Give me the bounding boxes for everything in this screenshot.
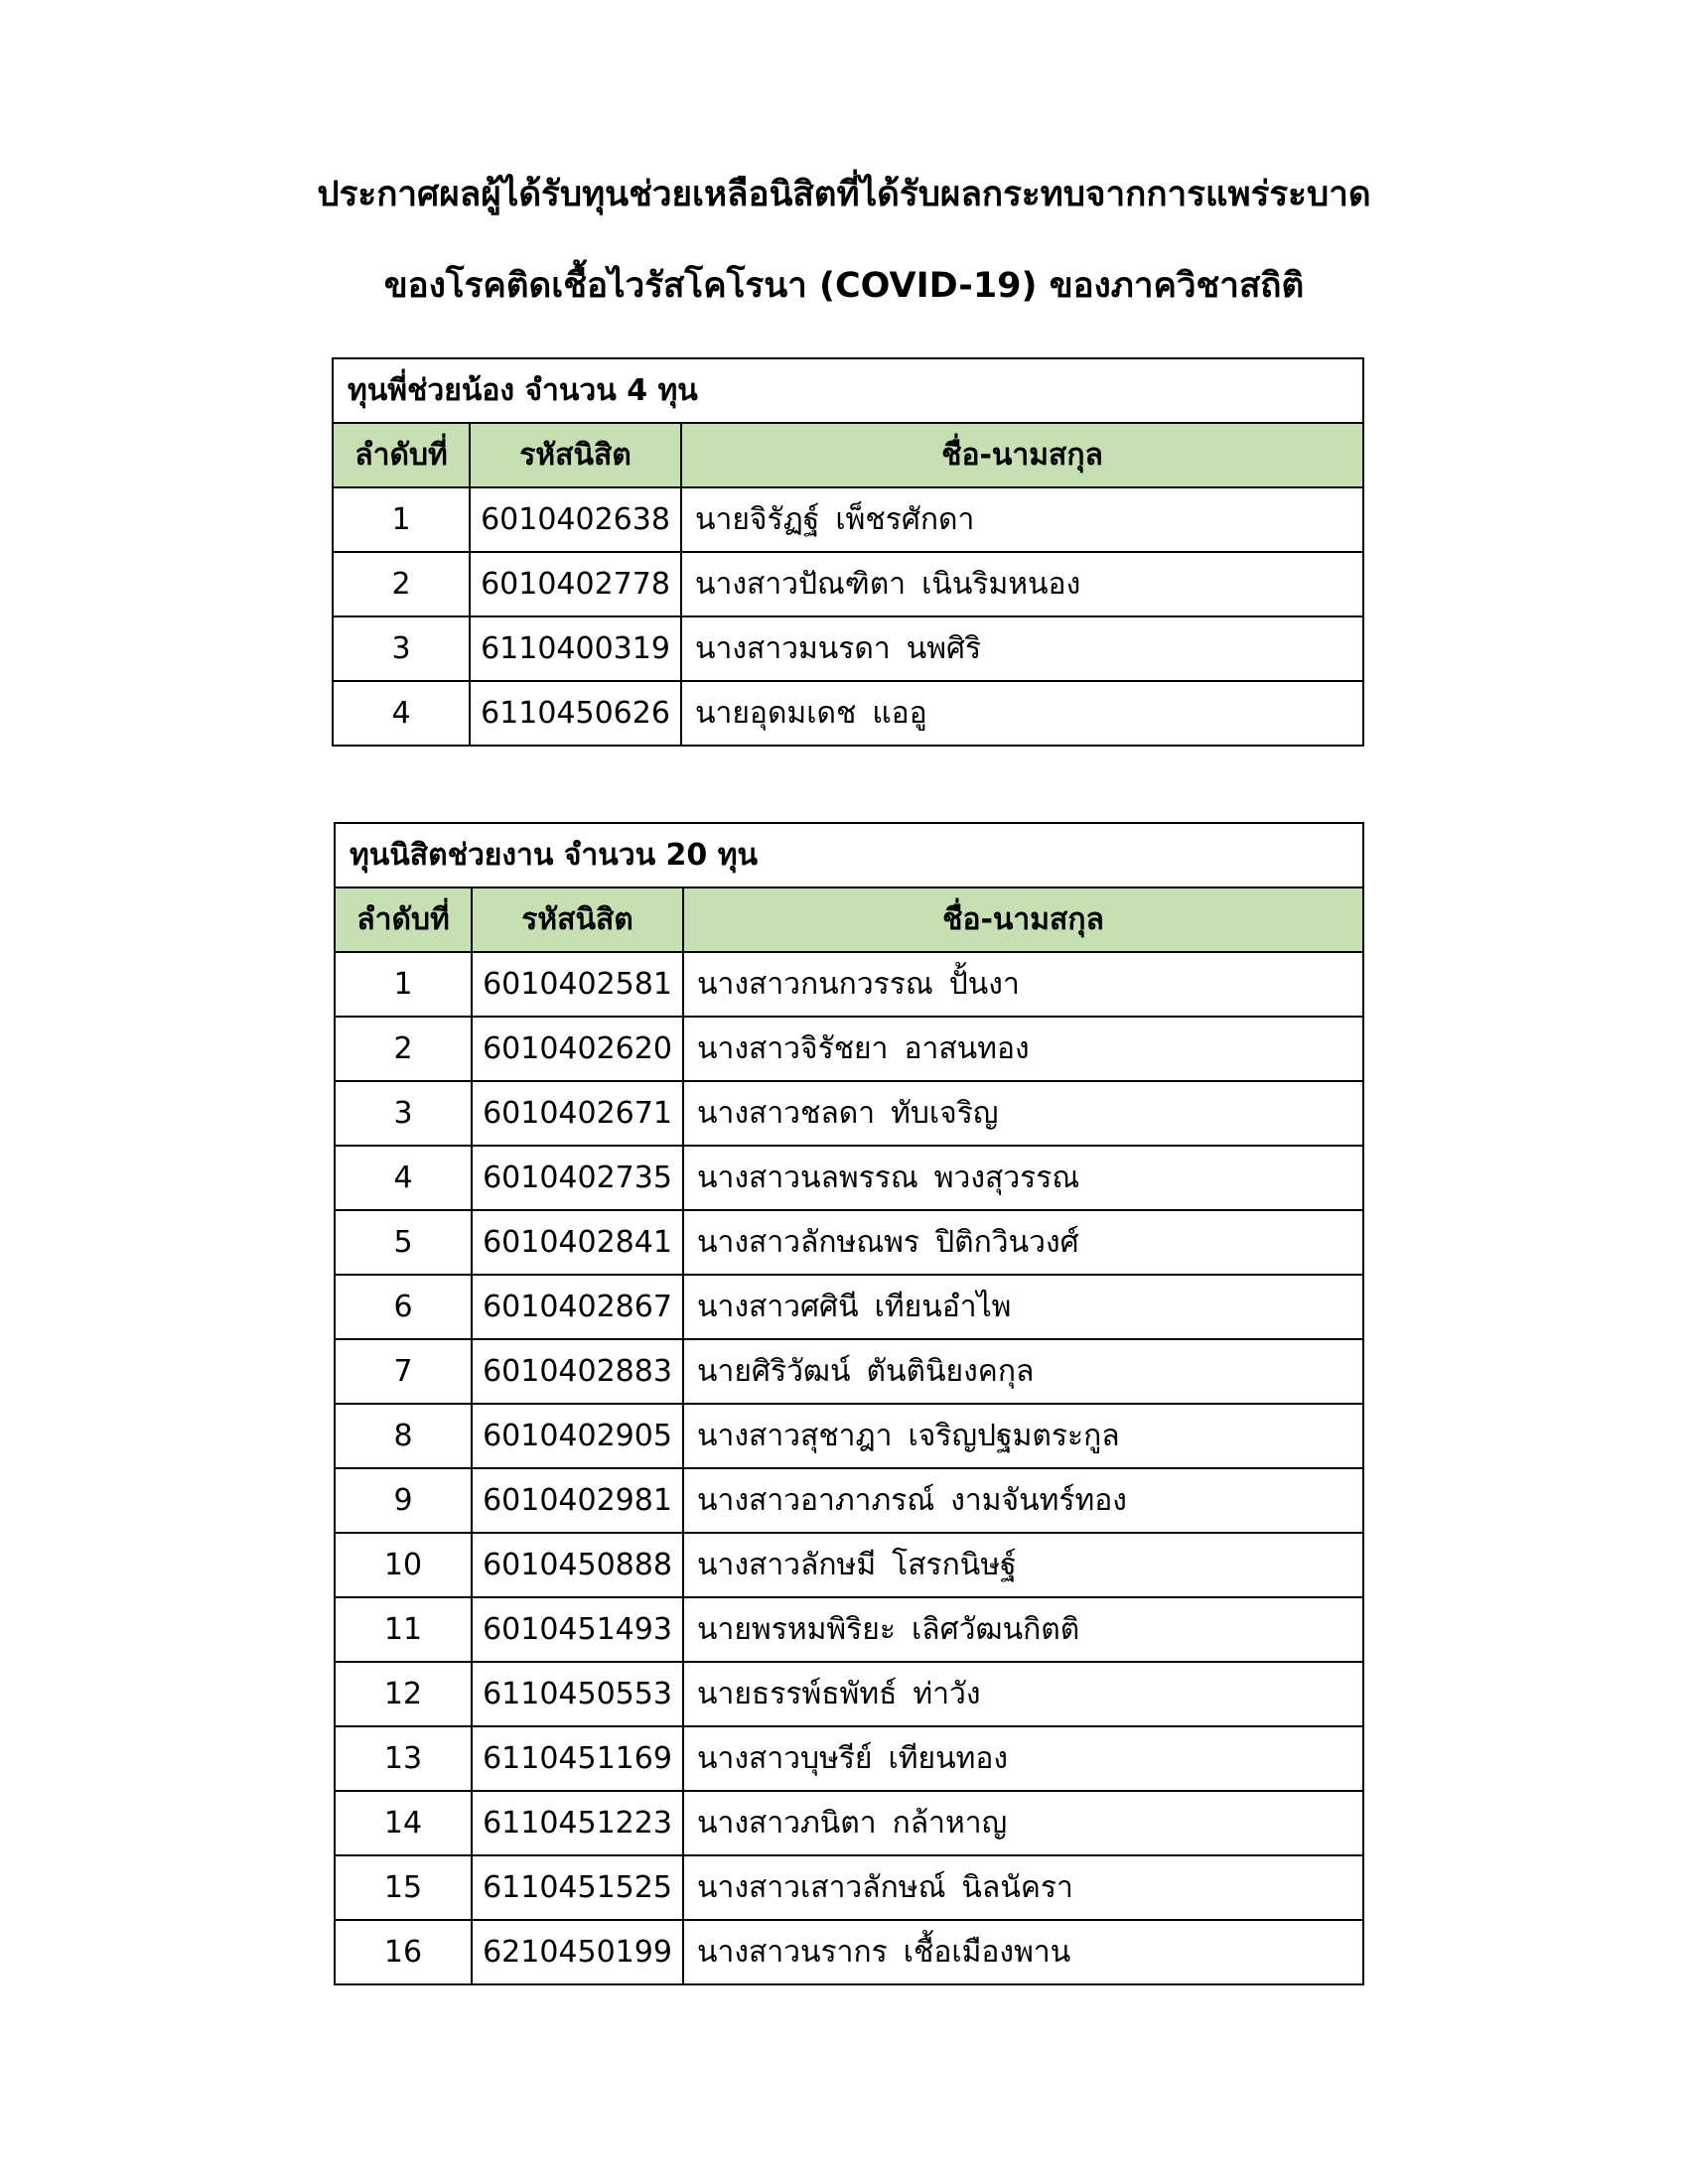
- student-id: 6010402778: [470, 552, 681, 616]
- student-name: [683, 1662, 1363, 1726]
- student-name: [683, 1533, 1363, 1597]
- last-name: ปิติกวินวงศ์: [935, 1225, 1079, 1260]
- first-name: นางสาวลักษณพร: [697, 1225, 920, 1260]
- student-name: [683, 952, 1363, 1017]
- student-id: 6210450199: [472, 1920, 683, 1984]
- table-row: [333, 552, 1363, 616]
- student-id: 6010402981: [472, 1468, 683, 1533]
- last-name: เชื้อเมืองพาน: [903, 1935, 1071, 1970]
- student-id: 6110450626: [470, 681, 681, 746]
- table-row: [335, 1855, 1363, 1920]
- student-name: [683, 1081, 1363, 1146]
- first-name: นายธรรพ์ธพัทธ์: [697, 1677, 898, 1711]
- row-number: 12: [335, 1662, 472, 1726]
- row-number: 1: [333, 487, 470, 552]
- row-number: 15: [335, 1855, 472, 1920]
- row-number: 16: [335, 1920, 472, 1984]
- student-id: 6110400319: [470, 616, 681, 681]
- group-title-row: [335, 823, 1363, 887]
- last-name: ทับเจริญ: [891, 1096, 999, 1131]
- first-name: นางสาวกนกวรรณ: [697, 967, 933, 1002]
- student-name: [683, 1146, 1363, 1210]
- table-row: [335, 1404, 1363, 1468]
- student-name: [683, 1210, 1363, 1275]
- first-name: นายอุดมเดช: [695, 696, 857, 731]
- student-name: [683, 1597, 1363, 1662]
- student-name: [683, 1339, 1363, 1404]
- row-number: 5: [335, 1210, 472, 1275]
- column-header-no: ลำดับที่: [333, 423, 470, 487]
- column-header-no: ลำดับที่: [335, 887, 472, 952]
- table-row: [335, 1210, 1363, 1275]
- row-number: 2: [335, 1017, 472, 1081]
- first-name: นางสาวศศินี: [697, 1290, 859, 1324]
- table-row: [335, 1533, 1363, 1597]
- student-id: 6010451493: [472, 1597, 683, 1662]
- last-name: อาสนทอง: [904, 1031, 1030, 1066]
- student-name: [683, 1855, 1363, 1920]
- student-name: [681, 681, 1363, 746]
- row-number: 3: [333, 616, 470, 681]
- last-name: เพ็ชรศักดา: [835, 502, 975, 537]
- row-number: 3: [335, 1081, 472, 1146]
- student-name: [683, 1017, 1363, 1081]
- row-number: 11: [335, 1597, 472, 1662]
- first-name: นางสาวนลพรรณ: [697, 1160, 918, 1195]
- last-name: เนินริมหนอง: [921, 567, 1081, 602]
- row-number: 1: [335, 952, 472, 1017]
- title-line-1: ประกาศผลผู้ได้รับทุนช่วยเหลือนิสิตที่ได้รับผลกระทบจากการแพร่ระบาด: [317, 175, 1371, 214]
- last-name: งามจันทร์ทอง: [950, 1483, 1127, 1518]
- student-name: [683, 1726, 1363, 1791]
- table-row: [335, 1339, 1363, 1404]
- first-name: นางสาวเสาวลักษณ์: [697, 1870, 946, 1905]
- student-id: 6110451223: [472, 1791, 683, 1855]
- student-name: [683, 1920, 1363, 1984]
- table-row: [335, 1920, 1363, 1984]
- first-name: นางสาวบุษรีย์: [697, 1741, 873, 1776]
- header-row: [333, 423, 1363, 487]
- last-name: นิลนัครา: [961, 1870, 1073, 1905]
- row-number: 4: [335, 1146, 472, 1210]
- table-row: [335, 952, 1363, 1017]
- first-name: นางสาวลักษมี: [697, 1548, 877, 1582]
- row-number: 6: [335, 1275, 472, 1339]
- last-name: ท่าวัง: [913, 1677, 981, 1711]
- header-row: [335, 887, 1363, 952]
- last-name: เจริญปฐมตระกูล: [908, 1419, 1120, 1453]
- first-name: นายศิริวัฒน์: [697, 1354, 851, 1389]
- scholarship-table-student-assistant: [334, 822, 1364, 1985]
- row-number: 13: [335, 1726, 472, 1791]
- last-name: กล้าหาญ: [892, 1806, 1008, 1841]
- student-id: 6110451525: [472, 1855, 683, 1920]
- row-number: 2: [333, 552, 470, 616]
- student-id: 6110450553: [472, 1662, 683, 1726]
- first-name: นางสาวมนรดา: [695, 631, 891, 666]
- last-name: ปั้นงา: [948, 967, 1020, 1002]
- first-name: นายพรหมพิริยะ: [697, 1612, 896, 1647]
- column-header-name: ชื่อ-นามสกุล: [683, 887, 1363, 952]
- student-name: [683, 1404, 1363, 1468]
- column-header-student-id: รหัสนิสิต: [470, 423, 681, 487]
- table-row: [335, 1662, 1363, 1726]
- student-id: 6110451169: [472, 1726, 683, 1791]
- student-name: [681, 487, 1363, 552]
- group-title: ทุนนิสิตช่วยงาน จำนวน 20 ทุน: [335, 823, 1363, 887]
- document-title: [0, 149, 1688, 332]
- first-name: นายจิรัฏฐ์: [695, 502, 820, 537]
- student-id: 6010402671: [472, 1081, 683, 1146]
- student-id: 6010402905: [472, 1404, 683, 1468]
- last-name: โสรกนิษฐ์: [892, 1548, 1017, 1582]
- table-row: [335, 1468, 1363, 1533]
- group-title: ทุนพี่ช่วยน้อง จำนวน 4 ทุน: [333, 358, 1363, 423]
- table-row: [333, 616, 1363, 681]
- student-id: 6010402867: [472, 1275, 683, 1339]
- table-row: [333, 681, 1363, 746]
- row-number: 8: [335, 1404, 472, 1468]
- last-name: ตันตินิยงคกุล: [866, 1354, 1035, 1389]
- scholarship-table-senior-help-junior: [332, 357, 1364, 747]
- student-id: 6010402841: [472, 1210, 683, 1275]
- last-name: พวงสุวรรณ: [933, 1160, 1080, 1195]
- first-name: นางสาวนรากร: [697, 1935, 888, 1970]
- table-row: [335, 1081, 1363, 1146]
- student-name: [683, 1468, 1363, 1533]
- table-row: [335, 1146, 1363, 1210]
- student-name: [681, 552, 1363, 616]
- student-id: 6010402883: [472, 1339, 683, 1404]
- first-name: นางสาวชลดา: [697, 1096, 876, 1131]
- table-row: [333, 487, 1363, 552]
- student-id: 6010402581: [472, 952, 683, 1017]
- first-name: นางสาวอาภาภรณ์: [697, 1483, 935, 1518]
- student-id: 6010402735: [472, 1146, 683, 1210]
- student-name: [683, 1275, 1363, 1339]
- student-name: [681, 616, 1363, 681]
- row-number: 14: [335, 1791, 472, 1855]
- last-name: แออู: [872, 696, 927, 731]
- student-id: 6010402638: [470, 487, 681, 552]
- first-name: นางสาวสุชาฎา: [697, 1419, 893, 1453]
- column-header-student-id: รหัสนิสิต: [472, 887, 683, 952]
- first-name: นางสาวจิรัชยา: [697, 1031, 889, 1066]
- student-name: [683, 1791, 1363, 1855]
- student-id: 6010450888: [472, 1533, 683, 1597]
- row-number: 9: [335, 1468, 472, 1533]
- table-row: [335, 1597, 1363, 1662]
- last-name: เทียนทอง: [888, 1741, 1009, 1776]
- last-name: เลิศวัฒนกิตติ: [911, 1612, 1080, 1647]
- table-row: [335, 1791, 1363, 1855]
- table-row: [335, 1726, 1363, 1791]
- row-number: 10: [335, 1533, 472, 1597]
- last-name: เทียนอำไพ: [874, 1290, 1012, 1324]
- table-row: [335, 1275, 1363, 1339]
- row-number: 4: [333, 681, 470, 746]
- first-name: นางสาวภนิตา: [697, 1806, 877, 1841]
- group-title-row: [333, 358, 1363, 423]
- first-name: นางสาวปัณฑิตา: [695, 567, 907, 602]
- title-line-2: ของโรคติดเชื้อไวรัสโคโรนา (COVID-19) ของภาควิชาสถิติ: [383, 266, 1305, 306]
- last-name: นพศิริ: [906, 631, 982, 666]
- table-row: [335, 1017, 1363, 1081]
- row-number: 7: [335, 1339, 472, 1404]
- column-header-name: ชื่อ-นามสกุล: [681, 423, 1363, 487]
- student-id: 6010402620: [472, 1017, 683, 1081]
